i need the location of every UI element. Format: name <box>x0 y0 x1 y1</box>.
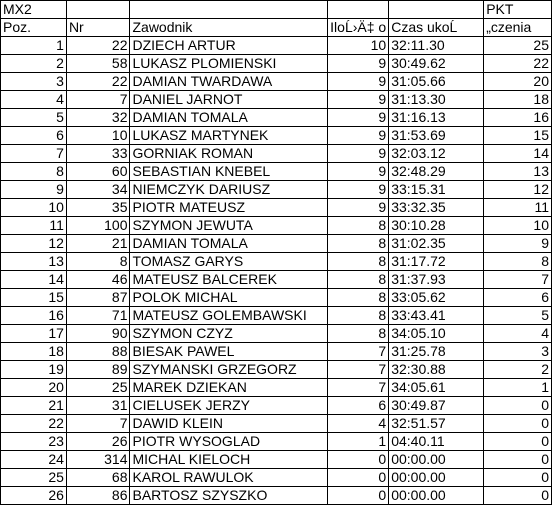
position-cell[interactable]: 20 <box>1 379 67 397</box>
points-cell[interactable]: 6 <box>484 289 552 307</box>
rider-name-cell[interactable]: SEBASTIAN KNEBEL <box>130 163 328 181</box>
header-time[interactable]: Czas ukoĹ <box>389 19 484 37</box>
laps-cell[interactable]: 7 <box>328 361 389 379</box>
rider-name-cell[interactable]: BARTOSZ SZYSZKO <box>130 487 328 505</box>
table-row <box>1 487 552 505</box>
rider-name-cell[interactable]: CIELUSEK JERZY <box>130 397 328 415</box>
rider-name-cell[interactable]: TOMASZ GARYS <box>130 253 328 271</box>
points-cell[interactable]: 8 <box>484 253 552 271</box>
number-cell[interactable]: 22 <box>66 37 130 55</box>
rider-name-cell[interactable]: MAREK DZIEKAN <box>130 379 328 397</box>
time-cell[interactable]: 00:00.00 <box>389 451 484 469</box>
table-row <box>1 469 552 487</box>
time-cell[interactable]: 31:25.78 <box>389 343 484 361</box>
laps-cell[interactable]: 9 <box>328 163 389 181</box>
points-cell[interactable]: 2 <box>484 361 552 379</box>
number-cell[interactable]: 31 <box>66 397 130 415</box>
number-cell[interactable]: 35 <box>66 199 130 217</box>
table-row <box>1 91 552 109</box>
time-cell[interactable]: 31:37.93 <box>389 271 484 289</box>
points-cell[interactable]: 22 <box>484 55 552 73</box>
rider-name-cell[interactable]: GORNIAK ROMAN <box>130 145 328 163</box>
number-cell[interactable]: 71 <box>66 307 130 325</box>
time-cell[interactable]: 33:15.31 <box>389 181 484 199</box>
table-row <box>1 271 552 289</box>
table-row <box>1 343 552 361</box>
points-header-top-cell[interactable]: PKT <box>484 1 552 19</box>
results-table-body <box>1 1 552 505</box>
sheet-title-cell[interactable]: MX2 <box>1 1 67 19</box>
laps-cell[interactable]: 0 <box>328 451 389 469</box>
laps-cell[interactable]: 9 <box>328 73 389 91</box>
rider-name-cell[interactable]: DAMIAN TWARDAWA <box>130 73 328 91</box>
laps-cell[interactable]: 7 <box>328 343 389 361</box>
laps-cell[interactable]: 9 <box>328 145 389 163</box>
time-cell[interactable]: 30:49.87 <box>389 397 484 415</box>
position-cell[interactable]: 18 <box>1 343 67 361</box>
position-cell[interactable]: 6 <box>1 127 67 145</box>
points-cell[interactable]: 7 <box>484 271 552 289</box>
laps-cell[interactable]: 8 <box>328 253 389 271</box>
number-cell[interactable]: 33 <box>66 145 130 163</box>
header-points[interactable]: „czenia <box>484 19 552 37</box>
number-cell[interactable]: 68 <box>66 469 130 487</box>
points-cell[interactable]: 25 <box>484 37 552 55</box>
rider-name-cell[interactable]: POLOK MICHAL <box>130 289 328 307</box>
laps-cell[interactable]: 9 <box>328 109 389 127</box>
rider-name-cell[interactable]: DZIECH ARTUR <box>130 37 328 55</box>
time-cell[interactable]: 32:51.57 <box>389 415 484 433</box>
points-cell[interactable]: 14 <box>484 145 552 163</box>
time-cell[interactable]: 30:10.28 <box>389 217 484 235</box>
laps-cell[interactable]: 8 <box>328 235 389 253</box>
time-cell[interactable]: 33:43.41 <box>389 307 484 325</box>
position-cell[interactable]: 13 <box>1 253 67 271</box>
number-cell[interactable]: 87 <box>66 289 130 307</box>
number-cell[interactable]: 25 <box>66 379 130 397</box>
number-cell[interactable]: 100 <box>66 217 130 235</box>
table-row <box>1 361 552 379</box>
table-row <box>1 325 552 343</box>
laps-cell[interactable]: 7 <box>328 379 389 397</box>
time-cell[interactable]: 34:05.61 <box>389 379 484 397</box>
number-cell[interactable]: 7 <box>66 91 130 109</box>
laps-cell[interactable]: 4 <box>328 415 389 433</box>
laps-cell[interactable]: 8 <box>328 271 389 289</box>
table-row <box>1 397 552 415</box>
rider-name-cell[interactable]: MATEUSZ BALCEREK <box>130 271 328 289</box>
table-row <box>1 199 552 217</box>
rider-name-cell[interactable]: DAMIAN TOMALA <box>130 235 328 253</box>
position-cell[interactable]: 4 <box>1 91 67 109</box>
rider-name-cell[interactable]: DAWID KLEIN <box>130 415 328 433</box>
rider-name-cell[interactable]: PIOTR WYSOGLAD <box>130 433 328 451</box>
time-cell[interactable]: 32:11.30 <box>389 37 484 55</box>
laps-cell[interactable]: 8 <box>328 325 389 343</box>
rider-name-cell[interactable]: SZYMANSKI GRZEGORZ <box>130 361 328 379</box>
points-cell[interactable]: 4 <box>484 325 552 343</box>
time-cell[interactable]: 33:32.35 <box>389 199 484 217</box>
rider-name-cell[interactable]: LUKASZ MARTYNEK <box>130 127 328 145</box>
laps-cell[interactable]: 9 <box>328 127 389 145</box>
points-cell[interactable]: 0 <box>484 487 552 505</box>
rider-name-cell[interactable]: BIESAK PAWEL <box>130 343 328 361</box>
table-row <box>1 451 552 469</box>
header-number[interactable]: Nr <box>66 19 130 37</box>
position-cell[interactable]: 12 <box>1 235 67 253</box>
points-cell[interactable]: 9 <box>484 235 552 253</box>
position-cell[interactable]: 21 <box>1 397 67 415</box>
number-cell[interactable]: 10 <box>66 127 130 145</box>
position-cell[interactable]: 19 <box>1 361 67 379</box>
rider-name-cell[interactable]: PIOTR MATEUSZ <box>130 199 328 217</box>
time-cell[interactable]: 31:13.30 <box>389 91 484 109</box>
position-cell[interactable]: 8 <box>1 163 67 181</box>
time-cell[interactable]: 31:05.66 <box>389 73 484 91</box>
position-cell[interactable]: 26 <box>1 487 67 505</box>
number-cell[interactable]: 58 <box>66 55 130 73</box>
empty-cell[interactable] <box>389 1 484 19</box>
points-cell[interactable]: 1 <box>484 379 552 397</box>
position-cell[interactable]: 15 <box>1 289 67 307</box>
number-cell[interactable]: 26 <box>66 433 130 451</box>
laps-cell[interactable]: 9 <box>328 91 389 109</box>
points-cell[interactable]: 10 <box>484 217 552 235</box>
position-cell[interactable]: 25 <box>1 469 67 487</box>
rider-name-cell[interactable]: SZYMON JEWUTA <box>130 217 328 235</box>
points-cell[interactable]: 15 <box>484 127 552 145</box>
points-cell[interactable]: 18 <box>484 91 552 109</box>
points-cell[interactable]: 0 <box>484 397 552 415</box>
rider-name-cell[interactable]: MICHAL KIELOCH <box>130 451 328 469</box>
time-cell[interactable]: 00:00.00 <box>389 487 484 505</box>
time-cell[interactable]: 30:49.62 <box>389 55 484 73</box>
points-cell[interactable]: 0 <box>484 415 552 433</box>
points-cell[interactable]: 16 <box>484 109 552 127</box>
position-cell[interactable]: 24 <box>1 451 67 469</box>
table-row <box>1 253 552 271</box>
time-cell[interactable]: 31:02.35 <box>389 235 484 253</box>
rider-name-cell[interactable]: DANIEL JARNOT <box>130 91 328 109</box>
points-cell[interactable]: 0 <box>484 451 552 469</box>
number-cell[interactable]: 314 <box>66 451 130 469</box>
laps-cell[interactable]: 0 <box>328 487 389 505</box>
points-cell[interactable]: 20 <box>484 73 552 91</box>
laps-cell[interactable]: 10 <box>328 37 389 55</box>
rider-name-cell[interactable]: KAROL RAWULOK <box>130 469 328 487</box>
table-row <box>1 235 552 253</box>
number-cell[interactable]: 34 <box>66 181 130 199</box>
rider-name-cell[interactable]: MATEUSZ GOLEMBAWSKI <box>130 307 328 325</box>
empty-cell[interactable] <box>328 1 389 19</box>
number-cell[interactable]: 46 <box>66 271 130 289</box>
laps-cell[interactable]: 8 <box>328 307 389 325</box>
number-cell[interactable]: 89 <box>66 361 130 379</box>
table-row <box>1 55 552 73</box>
table-row <box>1 379 552 397</box>
number-cell[interactable]: 7 <box>66 415 130 433</box>
laps-cell[interactable]: 0 <box>328 469 389 487</box>
number-cell[interactable]: 60 <box>66 163 130 181</box>
table-row <box>1 73 552 91</box>
position-cell[interactable]: 22 <box>1 415 67 433</box>
table-row <box>1 181 552 199</box>
time-cell[interactable]: 32:03.12 <box>389 145 484 163</box>
rider-name-cell[interactable]: SZYMON CZYZ <box>130 325 328 343</box>
number-cell[interactable]: 32 <box>66 109 130 127</box>
points-cell[interactable]: 12 <box>484 181 552 199</box>
laps-cell[interactable]: 6 <box>328 397 389 415</box>
time-cell[interactable]: 31:53.69 <box>389 127 484 145</box>
laps-cell[interactable]: 9 <box>328 199 389 217</box>
number-cell[interactable]: 22 <box>66 73 130 91</box>
position-cell[interactable]: 14 <box>1 271 67 289</box>
position-cell[interactable]: 11 <box>1 217 67 235</box>
empty-cell[interactable] <box>66 1 130 19</box>
table-row <box>1 145 552 163</box>
table-row <box>1 217 552 235</box>
position-cell[interactable]: 16 <box>1 307 67 325</box>
position-cell[interactable]: 23 <box>1 433 67 451</box>
points-cell[interactable]: 5 <box>484 307 552 325</box>
position-cell[interactable]: 1 <box>1 37 67 55</box>
header-position[interactable]: Poz. <box>1 19 67 37</box>
header-row <box>1 19 552 37</box>
position-cell[interactable]: 10 <box>1 199 67 217</box>
table-row <box>1 307 552 325</box>
laps-cell[interactable]: 9 <box>328 55 389 73</box>
table-row <box>1 163 552 181</box>
position-cell[interactable]: 17 <box>1 325 67 343</box>
points-cell[interactable]: 11 <box>484 199 552 217</box>
points-cell[interactable]: 3 <box>484 343 552 361</box>
time-cell[interactable]: 32:30.88 <box>389 361 484 379</box>
number-cell[interactable]: 90 <box>66 325 130 343</box>
number-cell[interactable]: 86 <box>66 487 130 505</box>
time-cell[interactable]: 32:48.29 <box>389 163 484 181</box>
laps-cell[interactable]: 8 <box>328 289 389 307</box>
table-row <box>1 289 552 307</box>
table-row <box>1 37 552 55</box>
points-cell[interactable]: 0 <box>484 469 552 487</box>
points-cell[interactable]: 0 <box>484 433 552 451</box>
time-cell[interactable]: 04:40.11 <box>389 433 484 451</box>
table-row <box>1 109 552 127</box>
rider-name-cell[interactable]: DAMIAN TOMALA <box>130 109 328 127</box>
position-cell[interactable]: 2 <box>1 55 67 73</box>
number-cell[interactable]: 88 <box>66 343 130 361</box>
laps-cell[interactable]: 9 <box>328 181 389 199</box>
time-cell[interactable]: 33:05.62 <box>389 289 484 307</box>
position-cell[interactable]: 7 <box>1 145 67 163</box>
position-cell[interactable]: 3 <box>1 73 67 91</box>
position-cell[interactable]: 9 <box>1 181 67 199</box>
rider-name-cell[interactable]: NIEMCZYK DARIUSZ <box>130 181 328 199</box>
table-row <box>1 415 552 433</box>
empty-cell[interactable] <box>130 1 328 19</box>
time-cell[interactable]: 31:16.13 <box>389 109 484 127</box>
header-rider[interactable]: Zawodnik <box>130 19 328 37</box>
number-cell[interactable]: 21 <box>66 235 130 253</box>
table-row <box>1 127 552 145</box>
laps-cell[interactable]: 8 <box>328 217 389 235</box>
time-cell[interactable]: 31:17.72 <box>389 253 484 271</box>
table-row <box>1 433 552 451</box>
number-cell[interactable]: 8 <box>66 253 130 271</box>
header-laps[interactable]: IloĹ›Ä‡ o <box>328 19 389 37</box>
time-cell[interactable]: 34:05.10 <box>389 325 484 343</box>
rider-name-cell[interactable]: LUKASZ PLOMIENSKI <box>130 55 328 73</box>
title-row <box>1 1 552 19</box>
position-cell[interactable]: 5 <box>1 109 67 127</box>
laps-cell[interactable]: 1 <box>328 433 389 451</box>
points-cell[interactable]: 13 <box>484 163 552 181</box>
time-cell[interactable]: 00:00.00 <box>389 469 484 487</box>
